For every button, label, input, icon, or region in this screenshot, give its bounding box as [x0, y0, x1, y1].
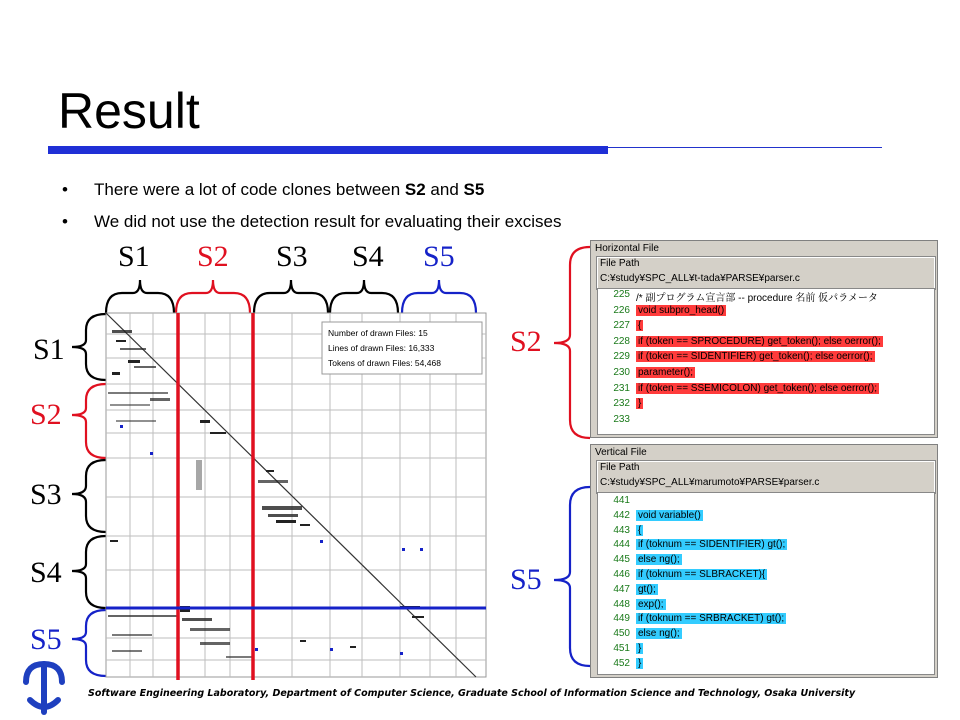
horizontal-file-group-label: Horizontal File: [595, 243, 659, 254]
vertical_file-code-line: [598, 539, 928, 553]
vertical_file-code-line: [598, 643, 928, 657]
vertical_file-code-line: [598, 599, 928, 613]
line-number: 230: [613, 367, 630, 378]
top-label-s5: S5: [423, 240, 455, 273]
top-brace-s5: [402, 280, 476, 313]
info-files: Number of drawn Files: 15: [328, 328, 428, 338]
line-number: 225: [613, 289, 630, 300]
code-text: else ng();: [638, 554, 680, 566]
line-number: 233: [613, 413, 630, 425]
left-brace-s3: [72, 460, 106, 532]
right-label-s2: S2: [510, 325, 542, 358]
code-text: void variable(): [638, 509, 701, 521]
vertical-file-panel: [590, 444, 938, 678]
vertical-file-group-label: Vertical File: [595, 447, 647, 458]
code-text: if (token == SPROCEDURE) get_token(); else oerror();: [638, 335, 881, 347]
line-number: 452: [613, 657, 630, 669]
bullet-1-bold-s5: S5: [463, 180, 485, 199]
top-label-s4: S4: [352, 240, 384, 273]
left-label-s5: S5: [30, 623, 62, 656]
code-text: if (token == SSEMICOLON) get_token(); else oerror();: [638, 382, 877, 394]
bullet-dot: •: [62, 180, 68, 199]
code-text: }: [638, 657, 642, 669]
code-text: {: [638, 524, 642, 536]
code-text: else ng();: [638, 628, 680, 640]
horizontal-file-path-group: [597, 257, 935, 289]
left-label-s2: S2: [30, 398, 62, 431]
top-label-s2: S2: [197, 240, 229, 273]
left-brace-s5: [72, 610, 106, 676]
horizontal_file-code-line: [598, 398, 928, 412]
horizontal_file-code-line: [598, 383, 928, 397]
right-label-s5: S5: [510, 563, 542, 596]
line-number: 450: [613, 628, 630, 640]
horizontal-file-path: C:¥study¥SPC_ALL¥t-tada¥PARSE¥parser.c: [600, 273, 800, 284]
line-number: 227: [613, 320, 630, 332]
code-text: {: [638, 320, 642, 332]
line-number: 442: [613, 509, 630, 521]
line-number: 443: [613, 524, 630, 536]
bullet-1-text: There were a lot of code clones between: [94, 180, 405, 199]
code-text: /* 副プログラム宣言部 -- procedure 名前 仮パラメータ: [636, 293, 878, 304]
code-text: if (toknum == SIDENTIFIER) gt();: [638, 539, 786, 551]
line-number: 229: [613, 351, 630, 363]
line-number: 228: [613, 335, 630, 347]
vertical_file-code-line: [598, 613, 928, 627]
vertical_file-code-line: [598, 525, 928, 539]
horizontal_file-code-line: [598, 351, 928, 365]
code-text: gt();: [638, 583, 656, 595]
line-number: 448: [613, 598, 630, 610]
horizontal_file-code-line: [598, 367, 928, 381]
horizontal-file-path-label: File Path: [600, 258, 640, 269]
horizontal_file-code-line: [598, 289, 928, 303]
vertical_file-code-line: [598, 554, 928, 568]
line-number: 232: [613, 398, 630, 410]
vertical_file-code-line: [598, 569, 928, 583]
top-brace-s4: [330, 280, 398, 313]
horizontal-file-panel: [590, 240, 938, 438]
left-label-s1: S1: [33, 333, 65, 366]
horizontal_file-code-line: [598, 320, 928, 334]
vertical_file-code-line: [598, 628, 928, 642]
osaka-university-logo: [26, 664, 62, 712]
vertical-file-path: C:¥study¥SPC_ALL¥marumoto¥PARSE¥parser.c: [600, 477, 820, 488]
vertical-file-code-view[interactable]: [597, 492, 935, 675]
top-brace-s1: [106, 280, 174, 313]
top-brace-s3: [254, 280, 328, 313]
vertical_file-code-line: [598, 495, 928, 509]
horizontal_file-code-line: [598, 305, 928, 319]
code-text: if (token == SIDENTIFIER) get_token(); else oerror();: [638, 351, 873, 363]
top-brace-s2: [176, 280, 250, 313]
bullet-1-mid: and: [425, 180, 464, 199]
bullet-2-text: We did not use the detection result for evaluating their excises: [94, 212, 562, 231]
code-text: if (toknum == SRBRACKET) gt();: [638, 613, 785, 625]
top-label-s1: S1: [118, 240, 150, 273]
horizontal_file-code-line: [598, 336, 928, 350]
code-text: void subpro_head(): [638, 304, 725, 316]
code-text: parameter();: [638, 367, 694, 378]
line-number: 444: [613, 539, 630, 551]
left-brace-s1: [72, 314, 106, 380]
left-brace-s2: [72, 384, 106, 458]
vertical_file-code-line: [598, 510, 928, 524]
line-number: 231: [613, 382, 630, 394]
slide-title: Result: [58, 83, 200, 139]
line-number: 451: [613, 643, 630, 654]
line-number: 449: [613, 613, 630, 625]
vertical-file-path-label: File Path: [600, 462, 640, 473]
vertical-file-path-group: [597, 461, 935, 493]
code-text: exp();: [638, 598, 664, 610]
line-number: 441: [613, 495, 630, 506]
right-brace-s2: [554, 247, 590, 438]
info-tokens: Tokens of drawn Files: 54,468: [328, 358, 441, 368]
horizontal-file-code-view[interactable]: [597, 288, 935, 435]
info-lines: Lines of drawn Files: 16,333: [328, 343, 435, 353]
top-label-s3: S3: [276, 240, 308, 273]
left-label-s3: S3: [30, 478, 62, 511]
footer-text: Software Engineering Laboratory, Department of Computer Science, Graduate School of Information Science and Technology, Osaka University: [88, 688, 856, 699]
line-number: 447: [613, 583, 630, 595]
code-text: }: [638, 643, 642, 654]
code-text: if (toknum == SLBRACKET){: [638, 569, 766, 580]
bullet-dot: •: [62, 212, 68, 231]
bullet-1-bold-s2: S2: [404, 180, 426, 199]
horizontal_file-code-line: [598, 414, 928, 428]
vertical_file-code-line: [598, 584, 928, 598]
left-brace-s4: [72, 536, 106, 608]
vertical_file-code-line: [598, 658, 928, 672]
left-label-s4: S4: [30, 556, 62, 589]
code-text: }: [638, 398, 642, 410]
line-number: 226: [613, 304, 630, 316]
line-number: 446: [613, 569, 630, 580]
right-brace-s5: [554, 487, 590, 666]
line-number: 445: [613, 554, 630, 566]
